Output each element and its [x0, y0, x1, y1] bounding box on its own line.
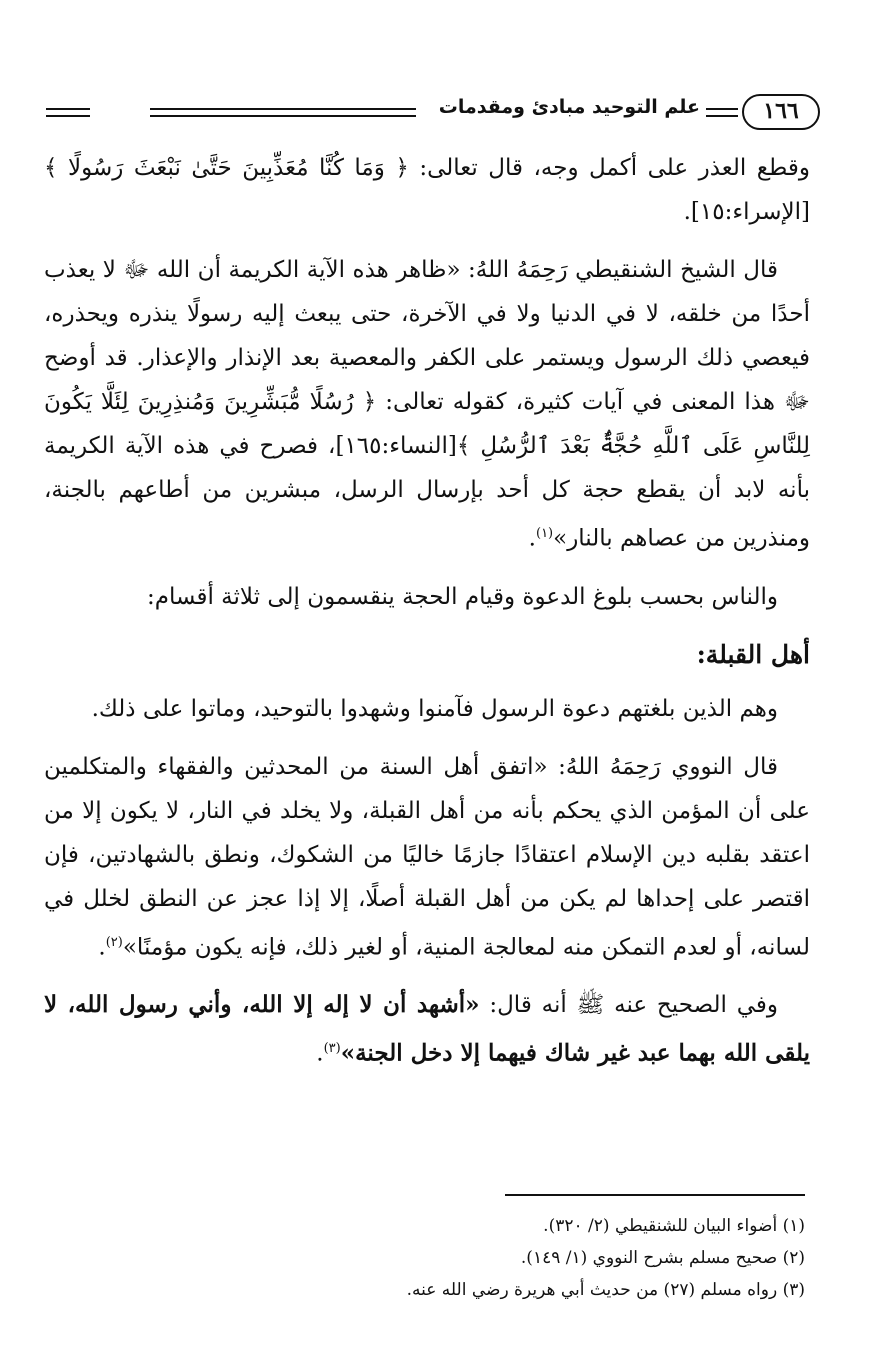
- footnote-divider: [505, 1194, 805, 1196]
- footnotes: [105, 1210, 805, 1306]
- paragraph: وهم الذين بلغتهم دعوة الرسول فآمنوا وشهدوا بالتوحيد، وماتوا على ذلك.: [91, 695, 778, 722]
- page-number: ١٦٦: [742, 94, 820, 130]
- hadith-quote: «أشهد أن لا إله إلا الله، وأني رسول الله، لا يلقى الله بهما عبد غير شاك فيهما إلا دخل الجنة»: [44, 991, 810, 1067]
- paragraph: قال الشيخ الشنقيطي رَحِمَهُ اللهُ: «ظاهر هذه الآية الكريمة أن الله ﷻ لا يعذب أحدًا من خلقه، لا في الدنيا ولا في الآخرة، حتى يبعث إليه رسولًا ينذره ويحذره، فيعصي ذلك الرسول ويستمر على الكفر والمعصية بعد الإنذار والإعذار. قد أوضح ﷻ هذا المعنى في آيات كثيرة، كقوله تعالى: ﴿ رُسُلًا مُّبَشِّرِينَ وَمُنذِرِينَ لِئَلَّا يَكُونَ لِلنَّاسِ عَلَى ٱللَّهِ حُجَّةٌۢ بَعْدَ ٱلرُّسُلِ ﴾[النساء:١٦٥]، فصرح في هذه الآية الكريمة بأنه لابد أن يقطع حجة كل أحد بإرسال الرسل، مبشرين من أطاعهم بالجنة، ومنذرين من عصاهم بالنار»$^{(١)}$.: [44, 257, 810, 552]
- page-header: [40, 92, 820, 136]
- paragraph-text: وفي الصحيح عنه ﷺ أنه قال:: [479, 992, 778, 1019]
- footnote: (١) أضواء البيان للشنقيطي (٢/ ٣٢٠).: [543, 1216, 805, 1236]
- footnote: (٢) صحيح مسلم بشرح النووي (١/ ١٤٩).: [520, 1248, 805, 1268]
- header-rule: [706, 108, 738, 117]
- paragraph-text: قال النووي رَحِمَهُ اللهُ: «اتفق أهل السنة من المحدثين والفقهاء والمتكلمين على أن المؤمن الذي يحكم بأنه من أهل القبلة، ولا يخلد في النار، لا يكون إلا من اعتقد بقلبه دين الإسلام اعتقادًا جازمًا خاليًا من الشكوك، ونطق بالشهادتين، فإن اقتصر على إحداها لم يكن من أهل القبلة أصلًا، إلا إذا عجز عن النطق لخلل في لسانه، أو لعدم التمكن منه لمعالجة المنية، أو لغير ذلك، فإنه يكون مؤمنًا»: [44, 753, 810, 961]
- footnote-ref: (٢): [105, 934, 123, 950]
- footnote: (٣) رواه مسلم (٢٧) من حديث أبي هريرة رضي الله عنه.: [406, 1280, 805, 1300]
- page-body: [44, 146, 810, 1090]
- header-rule: [46, 108, 90, 117]
- section-heading: أهل القبلة:: [696, 639, 810, 669]
- paragraph: قال النووي رَحِمَهُ اللهُ: «اتفق أهل السنة من المحدثين والفقهاء والمتكلمين على أن المؤمن الذي يحكم بأنه من أهل القبلة، ولا يخلد في النار، لا يكون إلا من اعتقد بقلبه دين الإسلام اعتقادًا جازمًا خاليًا من الشكوك، ونطق بالشهادتين، فإن اقتصر على إحداها لم يكن من أهل القبلة أصلًا، إلا إذا عجز عن النطق لخلل في لسانه، أو لعدم التمكن منه لمعالجة المنية، أو لغير ذلك، فإنه يكون مؤمنًا»$^{(٢)}$.: [44, 753, 810, 961]
- header-rule: [150, 108, 416, 117]
- header-title: علم التوحيد مبادئ ومقدمات: [438, 96, 700, 118]
- paragraph: والناس بحسب بلوغ الدعوة وقيام الحجة ينقسمون إلى ثلاثة أقسام:: [146, 583, 778, 610]
- footnote-ref: (٣): [323, 1041, 341, 1057]
- paragraph-text: قال الشيخ الشنقيطي رَحِمَهُ اللهُ: «ظاهر هذه الآية الكريمة أن الله ﷻ لا يعذب أحدًا من خلقه، لا في الدنيا ولا في الآخرة، حتى يبعث إليه رسولًا ينذره ويحذره، فيعصي ذلك الرسول ويستمر على الكفر والمعصية بعد الإنذار والإعذار. قد أوضح ﷻ هذا المعنى في آيات كثيرة، كقوله تعالى: ﴿ رُسُلًا مُّبَشِّرِينَ وَمُنذِرِينَ لِئَلَّا يَكُونَ لِلنَّاسِ عَلَى ٱللَّهِ حُجَّةٌۢ بَعْدَ ٱلرُّسُلِ ﴾[النساء:١٦٥]، فصرح في هذه الآية الكريمة بأنه لابد أن يقطع حجة كل أحد بإرسال الرسل، مبشرين من أطاعهم بالجنة، ومنذرين من عصاهم بالنار»: [44, 257, 810, 552]
- footnote-ref: (١): [535, 526, 554, 541]
- paragraph: وفي الصحيح عنه ﷺ أنه قال: «أشهد أن لا إله إلا الله، وأني رسول الله، لا يلقى الله بهما عبد غير شاك فيهما إلا دخل الجنة»$^{(٣)}$.: [44, 991, 810, 1067]
- paragraph: وقطع العذر على أكمل وجه، قال تعالى: ﴿ وَمَا كُنَّا مُعَذِّبِينَ حَتَّىٰ نَبْعَثَ رَسُولًا ﴾[الإسراء:١٥].: [44, 155, 810, 225]
